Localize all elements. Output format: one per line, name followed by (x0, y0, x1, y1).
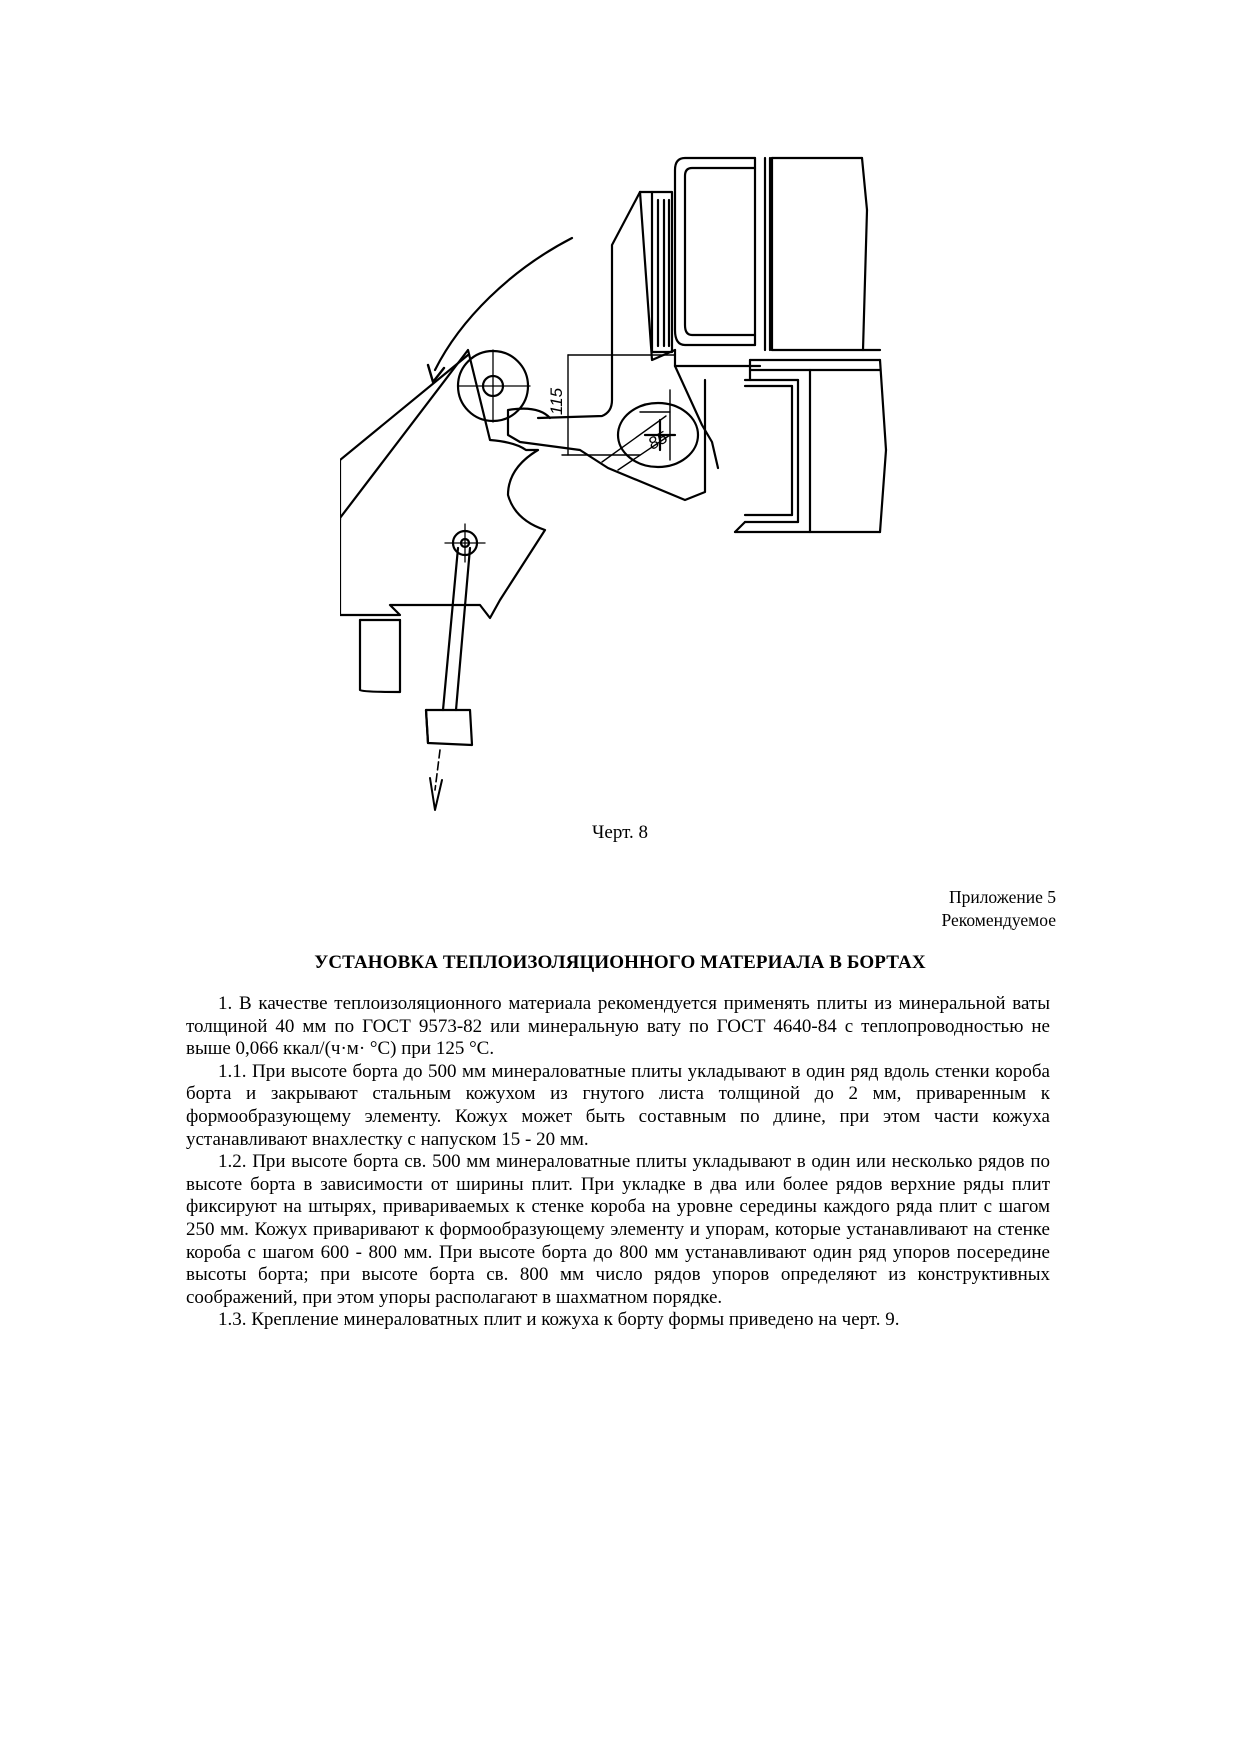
counterweight-block (360, 620, 400, 692)
figure-caption: Черт. 8 (592, 822, 648, 843)
appendix-label (941, 886, 1056, 932)
paragraph-1: 1. В качестве теплоизоляционного материала рекомендуется применять плиты из минеральной ваты толщиной 40 мм по ГОСТ 9573-82 или минеральную вату по ГОСТ 4640-84 с теплопроводностью не выше 0,066 ккал/(ч·м· °С) при 125 °С. (186, 993, 1050, 1060)
paragraph-1-3: 1.3. Крепление минераловатных плит и кожуха к борту формы приведено на черт. 9. (218, 1309, 900, 1331)
lower-box-profile (735, 360, 886, 532)
appendix-number: Приложение 5 (948, 887, 1056, 907)
side-profile (538, 192, 760, 418)
dimension-115-label: 115 (547, 387, 566, 415)
lever-arm (340, 350, 545, 618)
dimension-85-label: 85 (644, 427, 671, 454)
body-text (186, 993, 1050, 1332)
technical-drawing (340, 150, 940, 840)
insulation-plate (652, 192, 672, 352)
paragraph-1-2: 1.2. При высоте борта св. 500 мм минераловатные плиты укладывают в один или несколько рядов по высоте борта в зависимости от ширины плит. При укладке в два или более рядов верхние ряды плит фиксируют на штырях, привариваемых к стенке короба на уровне середины каждого ряда плит с шагом 250 мм. Кожух приваривают к формообразующему элементу и упорам, которые устанавливают на стенке короба с шагом 600 - 800 мм. При высоте борта до 800 мм устанавливают один ряд упоров посередине высоты борта; при высоте борта св. 800 мм число рядов упоров определяют из конструктивных соображений, при этом упоры располагают в шахматном порядке. (186, 1151, 1050, 1308)
appendix-status: Рекомендуемое (941, 910, 1056, 930)
upper-box-profile (675, 158, 880, 350)
section-title: УСТАНОВКА ТЕПЛОИЗОЛЯЦИОННОГО МАТЕРИАЛА В БОРТАХ (314, 952, 926, 973)
paragraph-1-1: 1.1. При высоте борта до 500 мм минераловатные плиты укладывают в один ряд вдоль стенки короба борта и закрывают стальным кожухом из гнутого листа толщиной до 2 мм, приваренным к формообразующему элементу. Кожух может быть составным по длине, при этом части кожуха устанавливают внахлестку с напуском 15 - 20 мм. (186, 1060, 1050, 1150)
rod (426, 548, 472, 810)
lower-pivot-icon (445, 524, 485, 562)
rotation-arrow-icon (428, 238, 572, 382)
upper-pivot-icon (458, 350, 530, 422)
